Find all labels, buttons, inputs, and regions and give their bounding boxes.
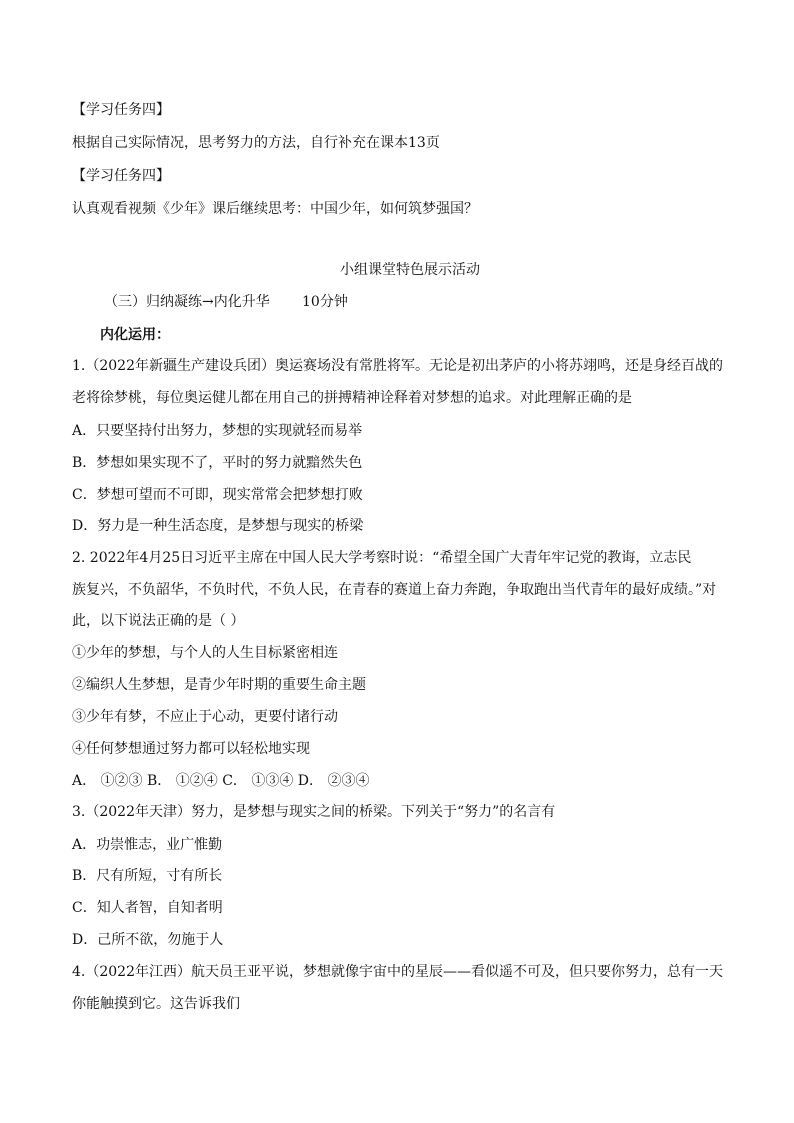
q3-line-1: 3.（2022年天津）努力，是梦想与现实之间的桥梁。下列关于“努力”的名言有 (72, 804, 556, 820)
task4b-text: 认真观看视频《少年》课后继续思考：中国少年，如何筑梦强国？ (72, 201, 478, 217)
q3-option-c: C．知人者智，自知者明 (72, 900, 223, 916)
q2-statement-1: ①少年的梦想，与个人的人生目标紧密相连 (72, 645, 338, 661)
q1-option-d: D．努力是一种生活态度，是梦想与现实的桥梁 (72, 518, 364, 534)
section-label: （三）归纳凝练→内化升华 (104, 294, 270, 310)
q2-line-1: 2. 2022年4月25日习近平主席在中国人民大学考察时说：“希望全国广大青年牢记党的教诲，立志民 (72, 550, 692, 566)
q1-option-a: A．只要坚持付出努力，梦想的实现就轻而易举 (72, 423, 363, 439)
q1-line-1: 1.（2022年新疆生产建设兵团）奥运赛场没有常胜将军。无论是初出茅庐的小将苏翊鸣，还是身经百战的 (72, 358, 723, 374)
task4a-text: 根据自己实际情况，思考努力的方法，自行补充在课本13页 (72, 135, 440, 151)
q1-line-2: 老将徐梦桃，每位奥运健儿都在用自己的拼搏精神诠释着对梦想的追求。对此理解正确的是 (72, 390, 632, 406)
q2-line-3: 此，以下说法正确的是（ ） (72, 613, 245, 629)
q3-option-b: B．尺有所短，寸有所长 (72, 868, 223, 884)
activity-title: 小组课堂特色展示活动 (340, 262, 480, 278)
q2-statement-3: ③少年有梦，不应止于心动，更要付诸行动 (72, 709, 338, 725)
q4-line-2: 你能触摸到它。这告诉我们 (72, 996, 240, 1012)
section-time: 10分钟 (302, 294, 348, 310)
q2-statement-4: ④任何梦想通过努力都可以轻松地实现 (72, 741, 310, 757)
q2-statement-2: ②编织人生梦想，是青少年时期的重要生命主题 (72, 677, 366, 693)
q1-option-b: B．梦想如果实现不了，平时的努力就黯然失色 (72, 455, 363, 471)
q3-option-d: D．己所不欲，勿施于人 (72, 932, 224, 948)
q4-line-1: 4.（2022年江西）航天员王亚平说，梦想就像宇宙中的星辰——看似遥不可及，但只要你努力，总有一天 (72, 964, 723, 980)
q2-choices: A． ①②③ B． ①②④ C． ①③④ D． ②③④ (72, 773, 370, 789)
task4b-heading: 【学习任务四】 (72, 168, 170, 184)
q3-option-a: A．功崇惟志，业广惟勤 (72, 837, 223, 853)
task4a-heading: 【学习任务四】 (72, 102, 170, 118)
q2-line-2: 族复兴，不负韶华，不负时代，不负人民，在青春的赛道上奋力奔跑，争取跑出当代青年的最好成绩。”对 (72, 582, 717, 598)
q1-option-c: C．梦想可望而不可即，现实常常会把梦想打败 (72, 487, 363, 503)
internalize-label: 内化运用： (100, 327, 170, 343)
